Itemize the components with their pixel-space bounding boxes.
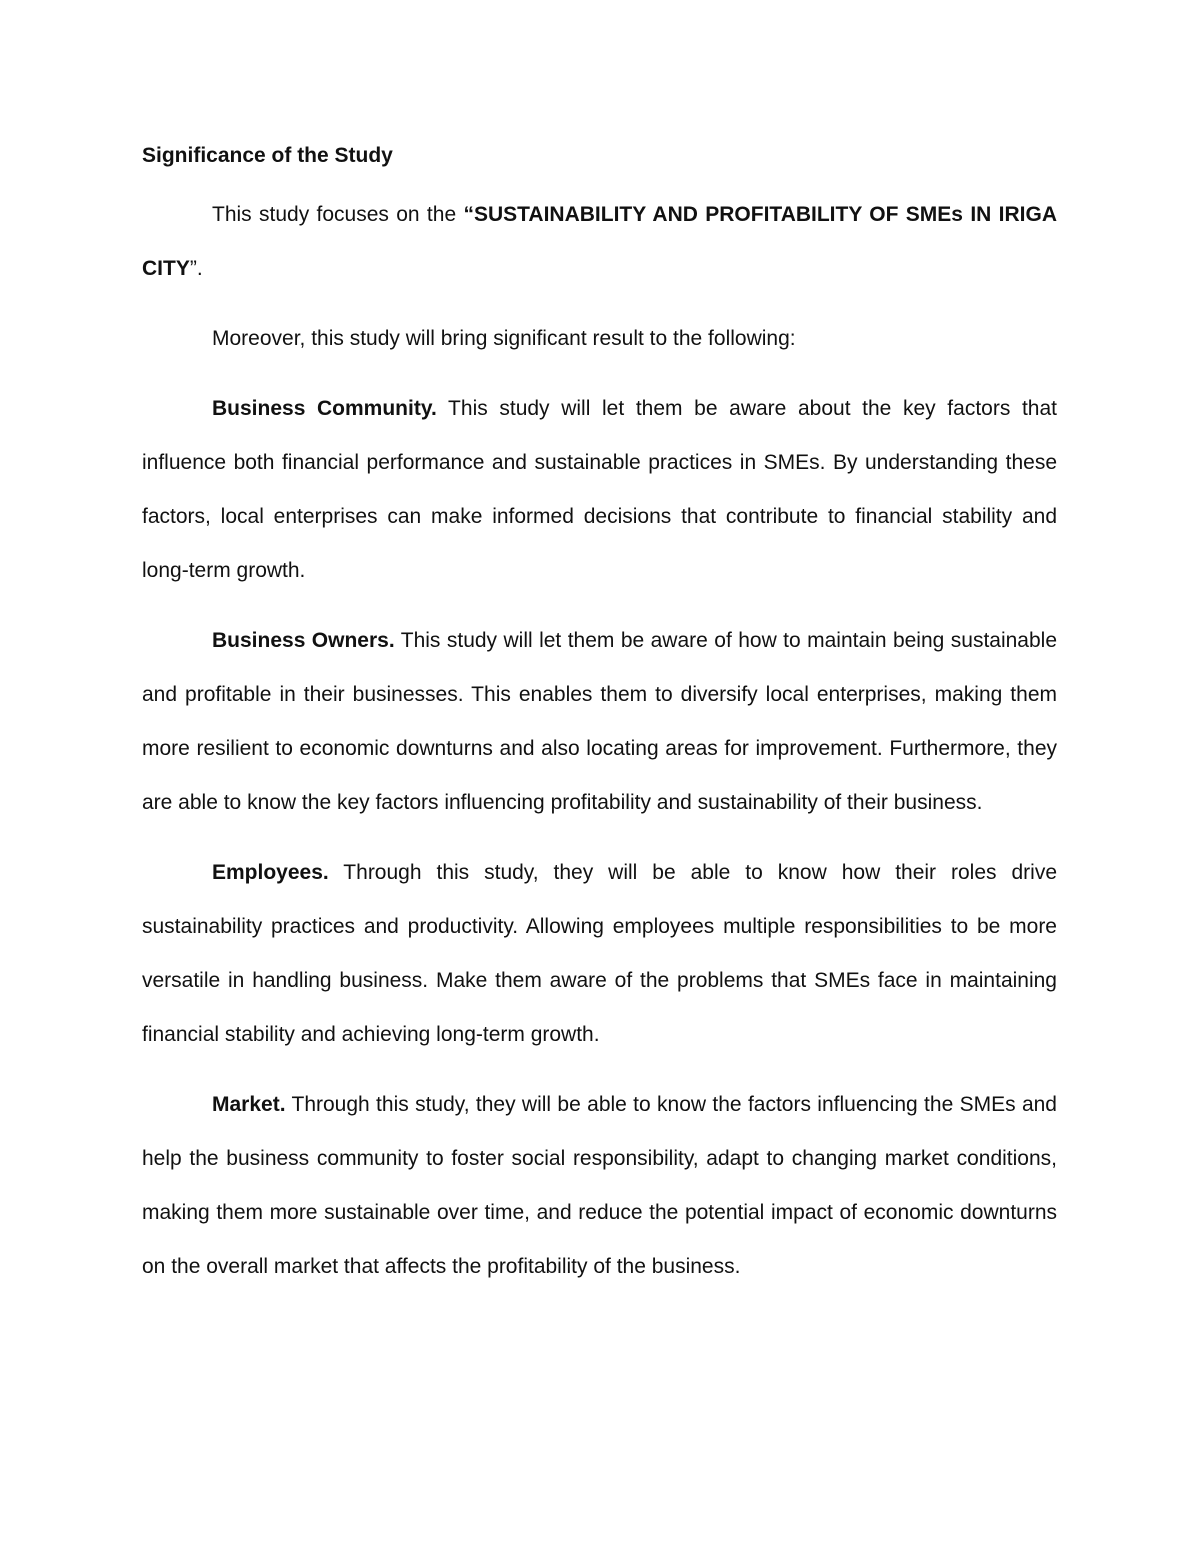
intro-suffix: ”. (189, 257, 203, 280)
business-community-paragraph (142, 382, 1057, 598)
section-heading: Significance of the Study (142, 144, 393, 167)
business-owners-term: Business Owners. (212, 629, 395, 652)
market-text: Through this study, they will be able to know the factors influencing the SMEs and help the business community to foster social responsibility, adapt to changing market conditions, making them more sustainable over time, and reduce the potential impact of economic downturns on the overall market that affects the profitability of the business. (142, 1093, 1057, 1278)
study-title: “SUSTAINABILITY AND PROFITABILITY OF SMEs IN IRIGA CITY (142, 203, 1057, 280)
employees-paragraph (142, 846, 1057, 1062)
intro-prefix: This study focuses on the (212, 203, 464, 226)
business-owners-paragraph (142, 614, 1057, 830)
market-term: Market. (212, 1093, 286, 1116)
market-paragraph (142, 1078, 1057, 1294)
business-community-term: Business Community. (212, 397, 437, 420)
document-body (142, 140, 1057, 1310)
intro-paragraph (142, 188, 1057, 296)
business-community-text: This study will let them be aware about the key factors that influence both financial performance and sustainable practices in SMEs. By understanding these factors, local enterprises can make informed decisions that contribute to financial stability and long-term growth. (142, 397, 1057, 582)
employees-term: Employees. (212, 861, 329, 884)
business-owners-text: This study will let them be aware of how to maintain being sustainable and profitable in their businesses. This enables them to diversify local enterprises, making them more resilient to economic downturns and also locating areas for improvement. Furthermore, they are able to know the key factors influencing profitability and sustainability of their business. (142, 629, 1058, 814)
employees-text: Through this study, they will be able to know how their roles drive sustainability practices and productivity. Allowing employees multiple responsibilities to be more versatile in handling business. Make them aware of the problems that SMEs face in maintaining financial stability and achieving long-term growth. (142, 861, 1057, 1046)
moreover-paragraph: Moreover, this study will bring significant result to the following: (212, 327, 796, 350)
